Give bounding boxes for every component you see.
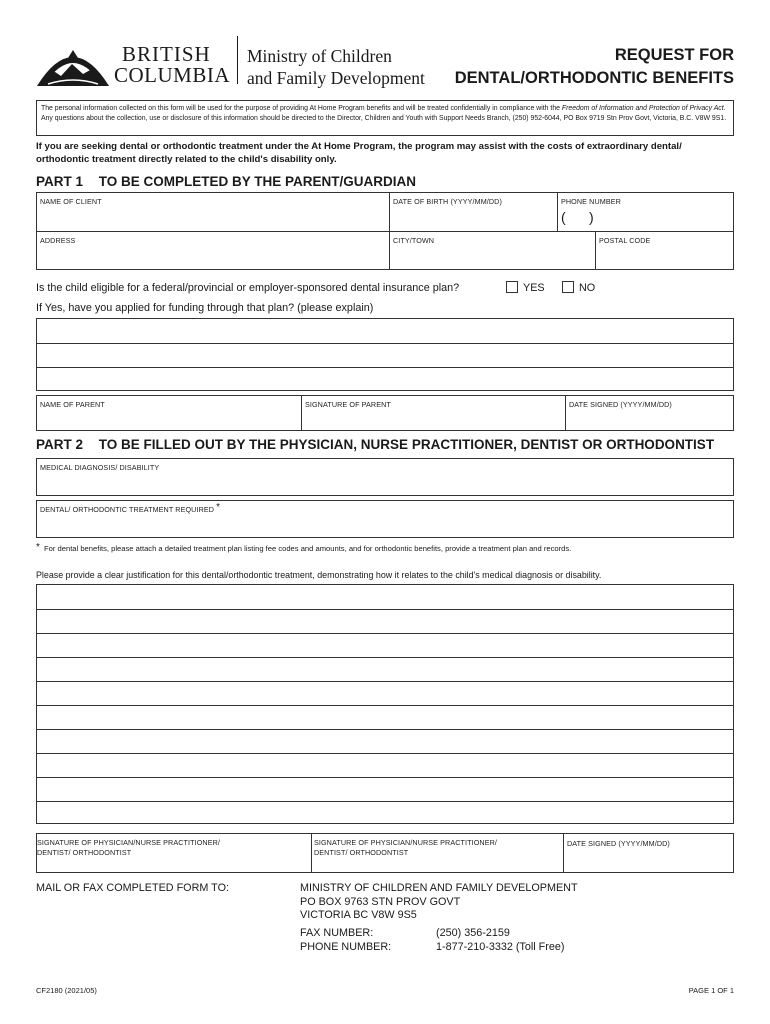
fax-value: (250) 356-2159 bbox=[436, 927, 510, 939]
address-label: ADDRESS bbox=[40, 236, 76, 245]
funding-question: If Yes, have you applied for funding through that plan? (please explain) bbox=[36, 302, 374, 314]
diagnosis-label: MEDICAL DIAGNOSIS/ DISABILITY bbox=[40, 463, 160, 472]
postal-label: POSTAL CODE bbox=[599, 236, 651, 245]
part1-info-grid bbox=[36, 192, 734, 270]
treatment-label-text: DENTAL/ ORTHODONTIC TREATMENT REQUIRED bbox=[40, 505, 215, 514]
postal-field[interactable] bbox=[596, 243, 733, 269]
practitioner-sig1-line1: SIGNATURE OF PHYSICIAN/NURSE PRACTITIONER/ bbox=[37, 838, 220, 847]
diagnosis-box[interactable] bbox=[36, 458, 734, 496]
ministry-name bbox=[247, 45, 425, 89]
justification-prompt: Please provide a clear justification for this dental/orthodontic treatment, demonstrating how it relates to the child's medical diagnosis or disability. bbox=[36, 570, 602, 580]
privacy-text-2: . Any questions about the collection, use or disclosure of this information should be directed to the Director, Children and Youth with Support Needs Branch, (250) 952-6044, PO Box 9719 Stn Prov Govt, Victoria, B.C. V8W 9S1. bbox=[41, 105, 727, 123]
treatment-label bbox=[40, 502, 221, 516]
phone-label-mail: PHONE NUMBER: bbox=[300, 941, 392, 953]
yes-label: YES bbox=[523, 282, 545, 294]
form-code: CF2180 (2021/05) bbox=[36, 986, 97, 995]
practitioner-sig2-line2: DENTIST/ ORTHODONTIST bbox=[314, 848, 409, 857]
name-of-client-label: NAME OF CLIENT bbox=[40, 197, 102, 206]
treatment-asterisk: * bbox=[216, 502, 221, 513]
insurance-question: Is the child eligible for a federal/provincial or employer-sponsored dental insurance plan? bbox=[36, 282, 460, 294]
ministry-line-2: and Family Development bbox=[247, 68, 425, 88]
fax-label: FAX NUMBER: bbox=[300, 927, 374, 939]
bc-line-1: BRITISH bbox=[122, 42, 211, 66]
intro-text: If you are seeking dental or orthodontic treatment under the At Home Program, the program may assist with the costs of extraordinary dental/ orthodontic treatment directly related to the child's disability only. bbox=[36, 141, 682, 165]
dob-field[interactable] bbox=[390, 205, 556, 230]
ministry-line-1: Ministry of Children bbox=[247, 46, 392, 66]
practitioner-sig2-field[interactable] bbox=[312, 858, 562, 872]
part1-heading bbox=[36, 174, 416, 189]
phone-label: PHONE NUMBER bbox=[561, 197, 621, 206]
city-field[interactable] bbox=[390, 243, 594, 269]
page-number: PAGE 1 OF 1 bbox=[688, 986, 734, 995]
part2-title: TO BE FILLED OUT BY THE PHYSICIAN, NURSE PRACTITIONER, DENTIST OR ORTHODONTIST bbox=[98, 437, 715, 452]
yes-checkbox[interactable] bbox=[506, 281, 518, 293]
practitioner-date-field[interactable] bbox=[564, 850, 733, 872]
funding-explain-box[interactable] bbox=[36, 318, 734, 391]
form-title bbox=[455, 44, 734, 90]
part2-number: PART 2 bbox=[36, 437, 84, 452]
no-label: NO bbox=[579, 282, 596, 294]
practitioner-sig1-field[interactable] bbox=[38, 858, 310, 872]
part1-number: PART 1 bbox=[36, 174, 84, 189]
bc-wordmark bbox=[114, 44, 230, 86]
parent-date-field[interactable] bbox=[566, 408, 733, 430]
footnote bbox=[36, 543, 571, 554]
mail-label: MAIL OR FAX COMPLETED FORM TO: bbox=[36, 882, 229, 894]
header-divider bbox=[237, 36, 238, 84]
parent-signature-field[interactable] bbox=[302, 408, 564, 430]
parent-date-label: DATE SIGNED (YYYY/MM/DD) bbox=[569, 400, 672, 409]
city-label: CITY/TOWN bbox=[393, 236, 435, 245]
phone-value: 1-877-210-3332 (Toll Free) bbox=[436, 941, 565, 953]
name-of-parent-field[interactable] bbox=[38, 408, 300, 430]
name-of-client-field[interactable] bbox=[38, 205, 388, 230]
bc-logo-icon bbox=[34, 36, 112, 90]
no-checkbox[interactable] bbox=[562, 281, 574, 293]
practitioner-sig1-label bbox=[37, 838, 220, 858]
footnote-asterisk: * bbox=[36, 542, 40, 553]
phone-parens: ( ) bbox=[561, 209, 594, 225]
name-of-parent-label: NAME OF PARENT bbox=[40, 400, 105, 409]
address-field[interactable] bbox=[38, 243, 388, 269]
practitioner-sig1-line2: DENTIST/ ORTHODONTIST bbox=[37, 848, 132, 857]
bc-line-2: COLUMBIA bbox=[114, 63, 231, 87]
part1-title: TO BE COMPLETED BY THE PARENT/GUARDIAN bbox=[98, 174, 417, 189]
mail-line-3: VICTORIA BC V8W 9S5 bbox=[300, 909, 417, 921]
title-line-2: DENTAL/ORTHODONTIC BENEFITS bbox=[454, 69, 734, 87]
practitioner-date-label: DATE SIGNED (YYYY/MM/DD) bbox=[567, 839, 670, 848]
mail-line-1: MINISTRY OF CHILDREN AND FAMILY DEVELOPMENT bbox=[300, 882, 578, 894]
title-line-1: REQUEST FOR bbox=[614, 46, 734, 64]
parent-signature-label: SIGNATURE OF PARENT bbox=[305, 400, 391, 409]
justification-box[interactable] bbox=[36, 584, 734, 824]
part2-heading bbox=[36, 437, 714, 452]
practitioner-sign-grid bbox=[36, 833, 734, 873]
privacy-text-1: The personal information collected on this form will be used for the purpose of providing At Home Program benefits and will be treated confidentially in compliance with the bbox=[41, 105, 562, 112]
mail-address bbox=[300, 882, 578, 923]
privacy-act: Freedom of Information and Protection of Privacy Act bbox=[561, 105, 724, 112]
footnote-text: For dental benefits, please attach a detailed treatment plan listing fee codes and amounts, and for orthodontic benefits, provide a treatment plan and records. bbox=[44, 544, 572, 553]
treatment-box[interactable] bbox=[36, 500, 734, 538]
phone-field[interactable] bbox=[558, 205, 733, 230]
practitioner-sig2-line1: SIGNATURE OF PHYSICIAN/NURSE PRACTITIONER/ bbox=[314, 838, 497, 847]
practitioner-sig2-label bbox=[314, 838, 497, 858]
privacy-notice bbox=[36, 100, 734, 136]
mail-line-2: PO BOX 9763 STN PROV GOVT bbox=[300, 895, 461, 908]
parent-sign-grid bbox=[36, 395, 734, 431]
dob-label: DATE OF BIRTH (YYYY/MM/DD) bbox=[393, 197, 502, 206]
